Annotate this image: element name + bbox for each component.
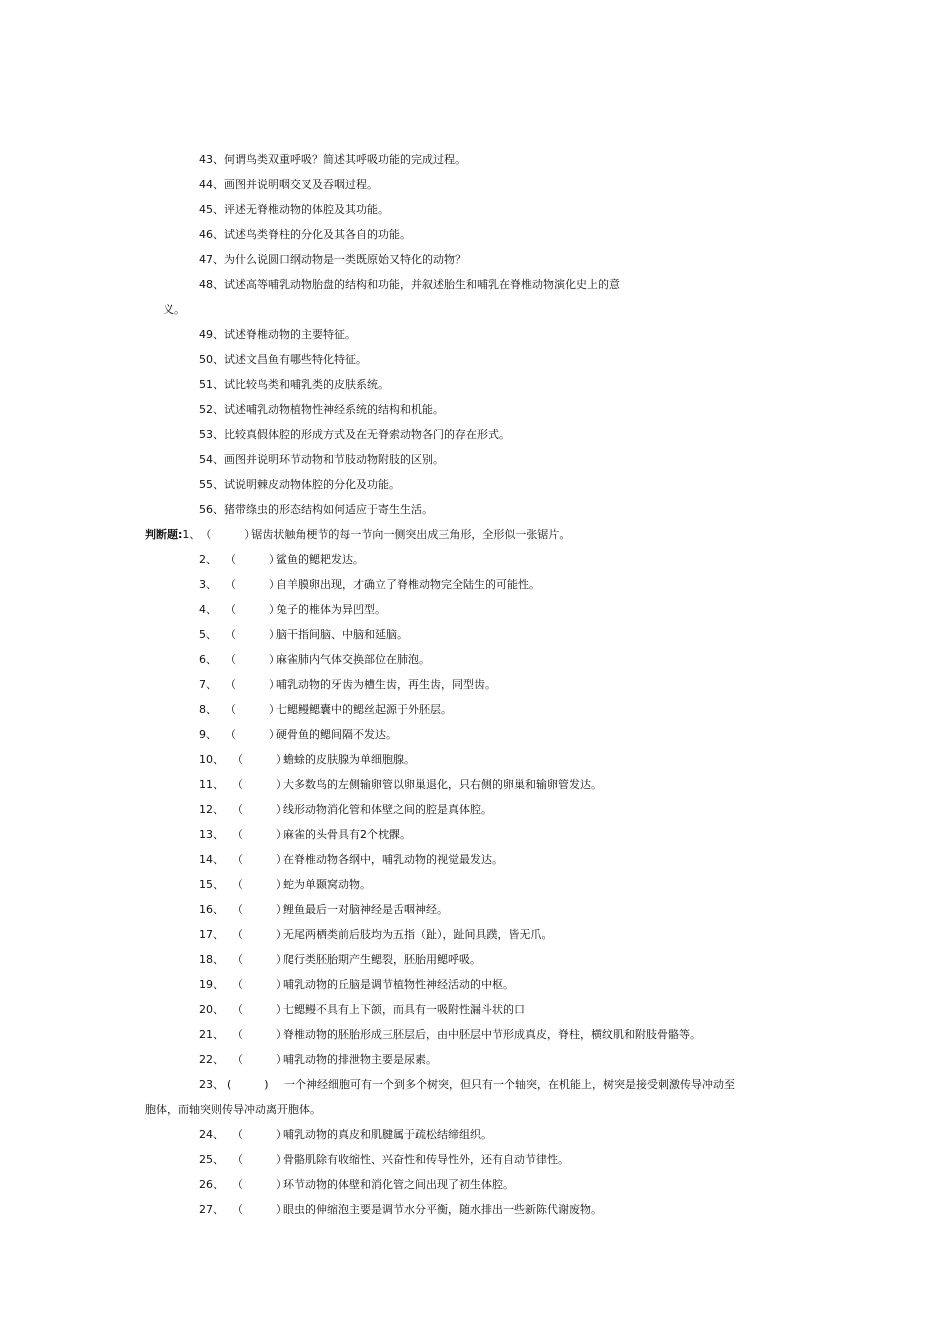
judgement-item — [199, 1028, 701, 1042]
item-statement: 爬行类胚胎期产生鳃裂，胚胎用鳃呼吸。 — [283, 953, 481, 966]
item-statement: 七鳃鳗不具有上下颌，而具有一吸附性漏斗状的口 — [283, 1003, 525, 1016]
question-52: 52、试述哺乳动物植物性神经系统的结构和机能。 — [199, 403, 444, 416]
judgement-item — [199, 1003, 525, 1017]
item-statement: 哺乳动物的牙齿为槽生齿，再生齿，同型齿。 — [276, 678, 496, 691]
item-number: 11、 — [199, 778, 224, 791]
answer-blank: （ ） — [232, 1203, 287, 1216]
answer-blank: （ ） — [232, 1153, 287, 1166]
judgement-item — [199, 778, 602, 792]
judgement-item — [199, 1078, 735, 1092]
item-statement: 哺乳动物的排泄物主要是尿素。 — [283, 1053, 437, 1066]
item-number: 22、 — [199, 1053, 224, 1066]
judgement-item — [199, 803, 492, 817]
judgement-item — [199, 1128, 492, 1142]
answer-blank: （ ） — [225, 653, 280, 666]
item-statement: 硬骨鱼的鳃间隔不发达。 — [276, 728, 397, 741]
answer-blank: （ ） — [232, 1028, 287, 1041]
judgement-item — [199, 878, 371, 892]
item-number: 14、 — [199, 853, 224, 866]
item-statement: 七鳃鳗鳃囊中的鳃丝起源于外胚层。 — [276, 703, 452, 716]
answer-blank: （ ） — [232, 978, 287, 991]
question-43: 43、何谓鸟类双重呼吸？简述其呼吸功能的完成过程。 — [199, 153, 466, 166]
answer-blank: （ ） — [232, 853, 287, 866]
item-statement: 环节动物的体壁和消化管之间出现了初生体腔。 — [283, 1178, 514, 1191]
item-number: 26、 — [199, 1178, 224, 1191]
answer-blank: （ ） — [232, 753, 287, 766]
question-45: 45、评述无脊椎动物的体腔及其功能。 — [199, 203, 389, 216]
judgement-item — [199, 653, 430, 667]
item-statement: 蟾蜍的皮肤腺为单细胞腺。 — [283, 753, 415, 766]
answer-blank: （ ） — [200, 528, 256, 541]
judgement-item-1 — [145, 528, 570, 542]
item-statement: 眼虫的伸缩泡主要是调节水分平衡，随水排出一些新陈代谢废物。 — [283, 1203, 602, 1216]
judgement-item — [199, 1053, 437, 1067]
item-statement: 一个神经细胞可有一个到多个树突，但只有一个轴突，在机能上，树突是接受刺激传导冲动至 — [284, 1078, 735, 1091]
item-number: 23、 — [199, 1078, 224, 1091]
question-48: 48、试述高等哺乳动物胎盘的结构和功能，并叙述胎生和哺乳在脊椎动物演化史上的意 — [199, 278, 620, 291]
item-number: 8、 — [199, 703, 217, 716]
question-49: 49、试述脊椎动物的主要特征。 — [199, 328, 356, 341]
question-56: 56、猪带绦虫的形态结构如何适应于寄生生活。 — [199, 503, 433, 516]
judgement-item — [199, 728, 397, 742]
item-number: 25、 — [199, 1153, 224, 1166]
item-statement: 麻雀的头骨具有2个枕髁。 — [283, 828, 411, 841]
judgement-item — [199, 1203, 602, 1217]
judgement-section-label: 判断题: — [145, 528, 183, 541]
item-statement: 鲤鱼最后一对脑神经是舌咽神经。 — [283, 903, 448, 916]
answer-blank: （ ） — [232, 803, 287, 816]
answer-blank: （ ） — [232, 928, 287, 941]
item-statement: 鲨鱼的鳃耙发达。 — [276, 553, 364, 566]
question-44: 44、画图并说明咽交叉及吞咽过程。 — [199, 178, 378, 191]
item-statement: 脊椎动物的胚胎形成三胚层后，由中胚层中节形成真皮，脊柱，横纹肌和附肢骨骼等。 — [283, 1028, 701, 1041]
answer-blank: （ ） — [232, 828, 287, 841]
item-statement: 大多数鸟的左侧输卵管以卵巢退化，只右侧的卵巢和输卵管发达。 — [283, 778, 602, 791]
judgement-item — [199, 603, 386, 617]
judgement-item — [199, 1178, 514, 1192]
item-number: 27、 — [199, 1203, 224, 1216]
item-statement: 无尾两栖类前后肢均为五指（趾），趾间具蹼，皆无爪。 — [283, 928, 553, 941]
judgement-item — [199, 703, 452, 717]
question-46: 46、试述鸟类脊柱的分化及其各自的功能。 — [199, 228, 411, 241]
item-number: 24、 — [199, 1128, 224, 1141]
item-statement: 哺乳动物的真皮和肌腱属于疏松结缔组织。 — [283, 1128, 492, 1141]
question-54: 54、画图并说明环节动物和节肢动物附肢的区别。 — [199, 453, 444, 466]
item-statement: 骨骼肌除有收缩性、兴奋性和传导性外，还有自动节律性。 — [283, 1153, 569, 1166]
item-number: 12、 — [199, 803, 224, 816]
item-statement: 在脊椎动物各纲中，哺乳动物的视觉最发达。 — [283, 853, 503, 866]
answer-blank: （ ） — [225, 678, 280, 691]
answer-blank: （ ） — [232, 1128, 287, 1141]
judgement-item-continuation: 胞体，而轴突则传导冲动离开胞体。 — [145, 1103, 321, 1116]
answer-blank: ( ) — [227, 1078, 269, 1091]
item-number: 1、 — [182, 528, 201, 541]
item-number: 7、 — [199, 678, 217, 691]
answer-blank: （ ） — [232, 778, 287, 791]
item-statement: 麻雀肺内气体交换部位在肺泡。 — [276, 653, 430, 666]
answer-blank: （ ） — [232, 1178, 287, 1191]
answer-blank: （ ） — [225, 603, 280, 616]
judgement-item — [199, 953, 481, 967]
answer-blank: （ ） — [225, 703, 280, 716]
answer-blank: （ ） — [232, 1003, 287, 1016]
judgement-item — [199, 1153, 569, 1167]
judgement-item — [199, 928, 553, 942]
answer-blank: （ ） — [232, 1053, 287, 1066]
answer-blank: （ ） — [225, 578, 280, 591]
judgement-item — [199, 853, 503, 867]
judgement-item — [199, 578, 540, 592]
item-number: 6、 — [199, 653, 217, 666]
judgement-item — [199, 628, 408, 642]
question-48-continuation: 义。 — [163, 303, 185, 316]
item-number: 10、 — [199, 753, 224, 766]
item-number: 20、 — [199, 1003, 224, 1016]
item-number: 19、 — [199, 978, 224, 991]
judgement-item — [199, 553, 364, 567]
item-statement: 自羊膜卵出现，才确立了脊椎动物完全陆生的可能性。 — [276, 578, 540, 591]
item-number: 21、 — [199, 1028, 224, 1041]
item-statement: 兔子的椎体为异凹型。 — [276, 603, 386, 616]
judgement-item — [199, 978, 514, 992]
judgement-item — [199, 678, 496, 692]
judgement-item — [199, 828, 411, 842]
judgement-item — [199, 903, 448, 917]
question-47: 47、为什么说圆口纲动物是一类既原始又特化的动物？ — [199, 253, 466, 266]
item-number: 17、 — [199, 928, 224, 941]
answer-blank: （ ） — [225, 628, 280, 641]
question-53: 53、比较真假体腔的形成方式及在无脊索动物各门的存在形式。 — [199, 428, 510, 441]
item-statement: 蛇为单颞窝动物。 — [283, 878, 371, 891]
question-50: 50、试述文昌鱼有哪些特化特征。 — [199, 353, 367, 366]
answer-blank: （ ） — [232, 903, 287, 916]
item-number: 18、 — [199, 953, 224, 966]
item-number: 2、 — [199, 553, 217, 566]
item-number: 15、 — [199, 878, 224, 891]
item-number: 5、 — [199, 628, 217, 641]
question-51: 51、试比较鸟类和哺乳类的皮肤系统。 — [199, 378, 389, 391]
answer-blank: （ ） — [225, 728, 280, 741]
item-number: 16、 — [199, 903, 224, 916]
question-55: 55、试说明棘皮动物体腔的分化及功能。 — [199, 478, 400, 491]
answer-blank: （ ） — [232, 953, 287, 966]
item-statement: 脑干指间脑、中脑和延脑。 — [276, 628, 408, 641]
item-number: 13、 — [199, 828, 224, 841]
item-statement: 哺乳动物的丘脑是调节植物性神经活动的中枢。 — [283, 978, 514, 991]
item-statement: 线形动物消化管和体壁之间的腔是真体腔。 — [283, 803, 492, 816]
item-number: 3、 — [199, 578, 217, 591]
item-number: 9、 — [199, 728, 217, 741]
answer-blank: （ ） — [232, 878, 287, 891]
item-statement: 锯齿状触角梗节的每一节向一侧突出成三角形，全形似一张锯片。 — [251, 528, 571, 541]
answer-blank: （ ） — [225, 553, 280, 566]
item-number: 4、 — [199, 603, 217, 616]
judgement-item — [199, 753, 415, 767]
